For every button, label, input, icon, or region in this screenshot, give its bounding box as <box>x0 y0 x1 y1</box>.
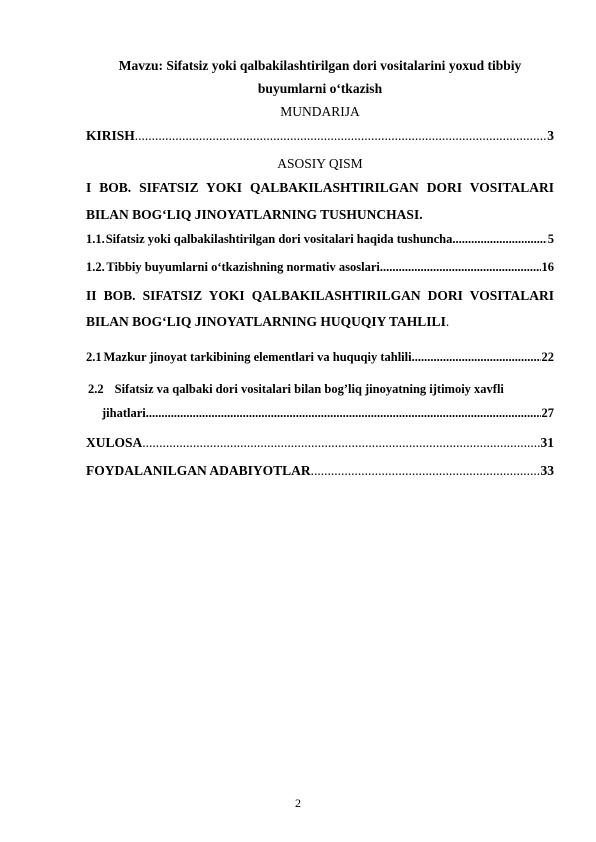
toc-entry-title: FOYDALANILGAN ADABIYOTLAR <box>86 463 311 478</box>
toc-leader-dots <box>412 348 541 366</box>
toc-section-number: 2.2 <box>88 382 104 396</box>
topic-line-2: buyumlarni o‘tkazish <box>257 81 383 96</box>
toc-entry-conclusion <box>86 434 554 452</box>
chapter-1-title-line-2: BILAN BOG‘LIQ JINOYATLARNING TUSHUNCHASI. <box>86 207 423 222</box>
toc-entry-1-1 <box>86 230 554 248</box>
toc-entry-2-2-line-2 <box>102 404 554 422</box>
toc-page-number: 3 <box>547 128 554 143</box>
toc-entry-title: Sifatsiz yoki qalbakilashtirilgan dori vositalari haqida tushuncha <box>105 232 453 246</box>
toc-entry-title: Mazkur jinoyat tarkibining elementlari va huquqiy tahlili <box>103 350 412 364</box>
toc-leader-dots <box>146 404 541 422</box>
toc-leader-dots <box>380 258 541 276</box>
toc-page-number: 5 <box>547 232 554 246</box>
toc-leader-dots <box>142 434 539 452</box>
toc-entry-references <box>86 462 554 480</box>
chapter-2-title-period: . <box>445 314 450 329</box>
toc-page-number: 31 <box>540 435 554 450</box>
toc-entry-title: Sifatsiz va qalbaki dori vositalari bilan bog’liq jinoyatning ijtimoiy xavfli <box>114 382 504 396</box>
toc-entry-2-1 <box>86 348 554 366</box>
toc-entry-intro <box>86 127 554 145</box>
chapter-2-title-line-1: II BOB. SIFATSIZ YOKI QALBAKILASHTIRILGAN DORI VOSITALARI <box>86 288 554 303</box>
toc-page-number: 33 <box>540 463 554 478</box>
chapter-1-title-line-1: I BOB. SIFATSIZ YOKI QALBAKILASHTIRILGAN DORI VOSITALARI <box>86 180 554 195</box>
chapter-2-title-text: BILAN BOG‘LIQ JINOYATLARNING HUQUQIY TAHLILI <box>86 314 446 329</box>
main-part-heading: ASOSIY QISM <box>277 156 363 171</box>
toc-entry-title-continued: jihatlari <box>102 406 146 420</box>
toc-entry-title: XULOSA <box>86 435 143 450</box>
toc-section-number: 1.2. <box>86 260 105 274</box>
page-number: 2 <box>295 796 301 810</box>
chapter-2-title-line-2 <box>86 313 554 331</box>
toc-leader-dots <box>311 462 540 480</box>
toc-entry-title: KIRISH <box>86 128 135 143</box>
toc-section-number: 2.1 <box>86 350 102 364</box>
contents-heading <box>86 103 554 121</box>
toc-entry-title: Tibbiy buyumlarni o‘tkazishning normativ asoslari <box>106 260 380 274</box>
toc-leader-dots <box>135 127 546 145</box>
toc-page-number: 22 <box>541 350 554 364</box>
toc-entry-2-2-line-1 <box>88 380 554 398</box>
toc-section-number: 1.1. <box>86 232 105 246</box>
toc-page-number: 16 <box>541 260 554 274</box>
topic-line-1: Mavzu: Sifatsiz yoki qalbakilashtirilgan dori vositalarini yoxud tibbiy <box>118 58 522 73</box>
toc-leader-dots <box>452 230 546 248</box>
toc-entry-1-2 <box>86 258 554 276</box>
contents-heading-text: MUNDARIJA <box>280 104 360 119</box>
toc-page-number: 27 <box>541 406 554 420</box>
